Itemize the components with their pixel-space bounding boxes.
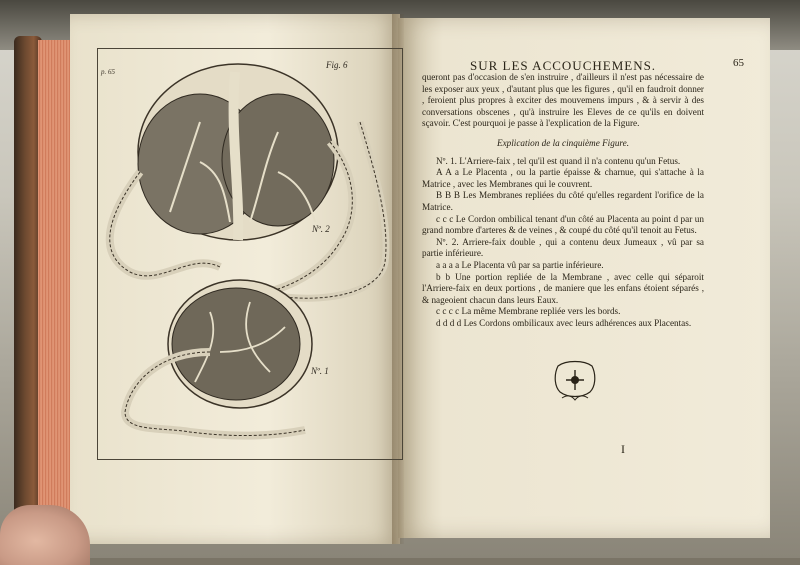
figure-number-2-label: Nº. 2 (312, 224, 330, 234)
page-number: 65 (733, 57, 744, 69)
explanation-paragraph: c c c Le Cordon ombilical tenant d'un côté au Placenta au point d par un grand nombre d'arteres & de veines , & coupé du côté qu'il tenoit au Fetus. (422, 213, 704, 236)
explanation-paragraph: c c c c La même Membrane repliée vers les bords. (436, 306, 621, 317)
running-head: SUR LES ACCOUCHEMENS. (470, 58, 657, 73)
explanation-paragraph: Nº. 2. Arriere-faix double , qui a contenu deux Jumeaux , vû par sa partie inférieure. (422, 236, 704, 259)
printers-ornament-icon (552, 358, 598, 402)
engraving-illustration (100, 52, 396, 452)
explanation-paragraph: A A a Le Placenta , ou la partie épaisse & charnue, qui s'attache à la Matrice , avec les Membranes qui le couvrent. (422, 167, 704, 189)
section-heading: Explication de la cinquième Figure. (496, 137, 630, 148)
explanation-paragraph: B B B Les Membranes repliées du côté qu'elles regardent l'orifice de la Matrice. (422, 190, 704, 212)
plate-page-reference: p. 65 (101, 68, 115, 76)
twin-placenta-engraving (110, 64, 386, 298)
figure-number-1-label: Nº. 1 (311, 366, 329, 376)
signature-mark: I (621, 442, 625, 456)
explanation-paragraph: a a a a Le Placenta vû par sa partie inférieure. (436, 259, 604, 270)
intro-paragraph: queront pas d'occasion de s'en instruire , d'ailleurs il n'est pas nécessaire de les exposer aux yeux , d'autant plus que les figures , qu'il en faudroit donner , feroient plus propres à exciter des mouvemens impurs , & à servir à des conversations obscenes , qu'à instruire les Eleves de ce qu'ils en doivent sçavoir. C'est pourquoi je passe à l'explication de la Figure. (422, 72, 704, 129)
explanation-paragraph: Nº. 1. L'Arriere-faix , tel qu'il est quand il n'a contenu qu'un Fetus. (436, 155, 681, 166)
explanation-paragraph: d d d d Les Cordons ombilicaux avec leurs adhérences aux Placentas. (436, 317, 692, 328)
page-body-text (422, 72, 704, 329)
explanation-paragraph: b b Une portion repliée de la Membrane , avec celle qui séparoit l'Arriere-faix en deux portions , de maniere que les enfans étoient séparés , & nageoient chacun dans leurs Eaux. (422, 271, 704, 305)
figure-label: Fig. 6 (326, 60, 348, 70)
single-placenta-engraving (125, 280, 312, 436)
